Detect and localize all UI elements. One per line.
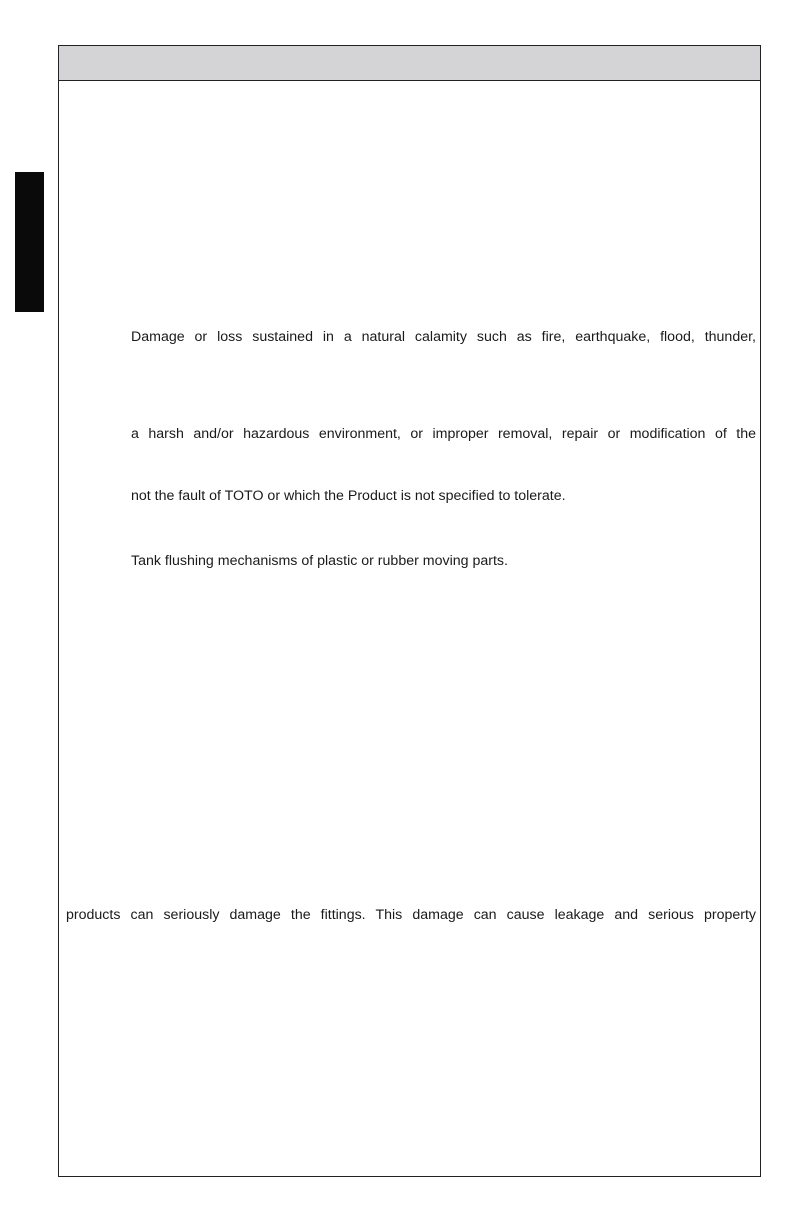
text-line-not-fault-of-toto: not the fault of TOTO or which the Product is not specified to tolerate. bbox=[131, 488, 566, 504]
text-line-tank-flushing-mechanisms: Tank flushing mechanisms of plastic or rubber moving parts. bbox=[131, 553, 508, 569]
text-line-harsh-environment: a harsh and/or hazardous environment, or improper removal, repair or modification of the bbox=[131, 426, 756, 442]
page-frame bbox=[58, 45, 761, 1177]
header-bar bbox=[59, 46, 760, 81]
text-line-damage-natural-calamity: Damage or loss sustained in a natural calamity such as fire, earthquake, flood, thunder, bbox=[131, 329, 756, 345]
section-tab bbox=[15, 172, 44, 312]
text-line-products-damage-fittings: products can seriously damage the fittings. This damage can cause leakage and serious property bbox=[66, 907, 756, 923]
